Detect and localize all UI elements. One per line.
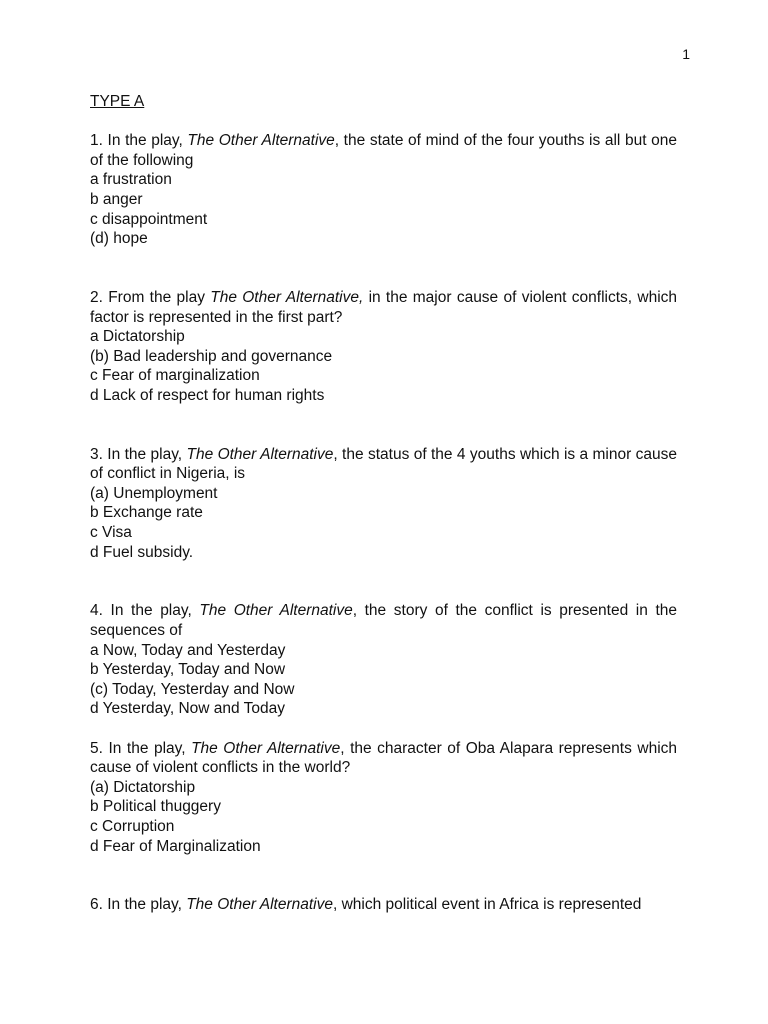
play-title: The Other Alternative [187, 132, 335, 150]
question-stem: 5. In the play, The Other Alternative, the character of Oba Alapara represents which cause of violent conflicts in the world? [90, 739, 678, 777]
answer-option: c Visa [90, 524, 132, 542]
answer-option: (d) hope [90, 230, 148, 248]
play-title: The Other Alternative [186, 896, 333, 914]
question-4 [90, 601, 677, 719]
question-2 [90, 288, 677, 406]
answer-option: d Fuel subsidy. [90, 543, 194, 561]
document-body [90, 92, 677, 915]
answer-option: b Yesterday, Today and Now [90, 661, 286, 679]
section-heading: TYPE A [90, 93, 145, 110]
play-title: The Other Alternative [199, 602, 353, 620]
question-6 [90, 895, 677, 915]
answer-option: a Now, Today and Yesterday [90, 641, 286, 659]
answer-option: b Political thuggery [90, 798, 221, 816]
question-3 [90, 445, 677, 563]
answer-option: (a) Dictatorship [90, 778, 196, 796]
play-title: The Other Alternative [186, 445, 334, 463]
question-stem: 1. In the play, The Other Alternative, the state of mind of the four youths is all but one of the following [90, 132, 677, 169]
answer-option: (a) Unemployment [90, 484, 218, 502]
play-title: The Other Alternative [191, 739, 341, 757]
answer-option: c Corruption [90, 817, 175, 835]
question-1 [90, 131, 677, 249]
answer-option: d Fear of Marginalization [90, 837, 261, 855]
answer-option: (c) Today, Yesterday and Now [90, 680, 295, 698]
answer-option: d Yesterday, Now and Today [90, 700, 286, 718]
answer-option: a frustration [90, 171, 172, 189]
answer-option: c Fear of marginalization [90, 367, 260, 385]
answer-option: d Lack of respect for human rights [90, 386, 325, 404]
page-number: 1 [682, 46, 690, 62]
answer-option: c disappointment [90, 210, 208, 228]
question-5 [90, 739, 677, 857]
answer-option: b anger [90, 190, 143, 208]
question-stem: 4. In the play, The Other Alternative, the story of the conflict is presented in the sequences of [90, 602, 677, 640]
answer-option: (b) Bad leadership and governance [90, 347, 333, 365]
answer-option: b Exchange rate [90, 504, 203, 522]
question-stem: 2. From the play The Other Alternative, in the major cause of violent conflicts, which factor is represented in the first part? [90, 288, 678, 326]
question-stem: 3. In the play, The Other Alternative, the status of the 4 youths which is a minor cause of conflict in Nigeria, is [90, 445, 678, 483]
answer-option: a Dictatorship [90, 328, 185, 346]
play-title: The Other Alternative, [210, 288, 364, 306]
question-stem: 6. In the play, The Other Alternative, which political event in Africa is represented [90, 896, 642, 914]
